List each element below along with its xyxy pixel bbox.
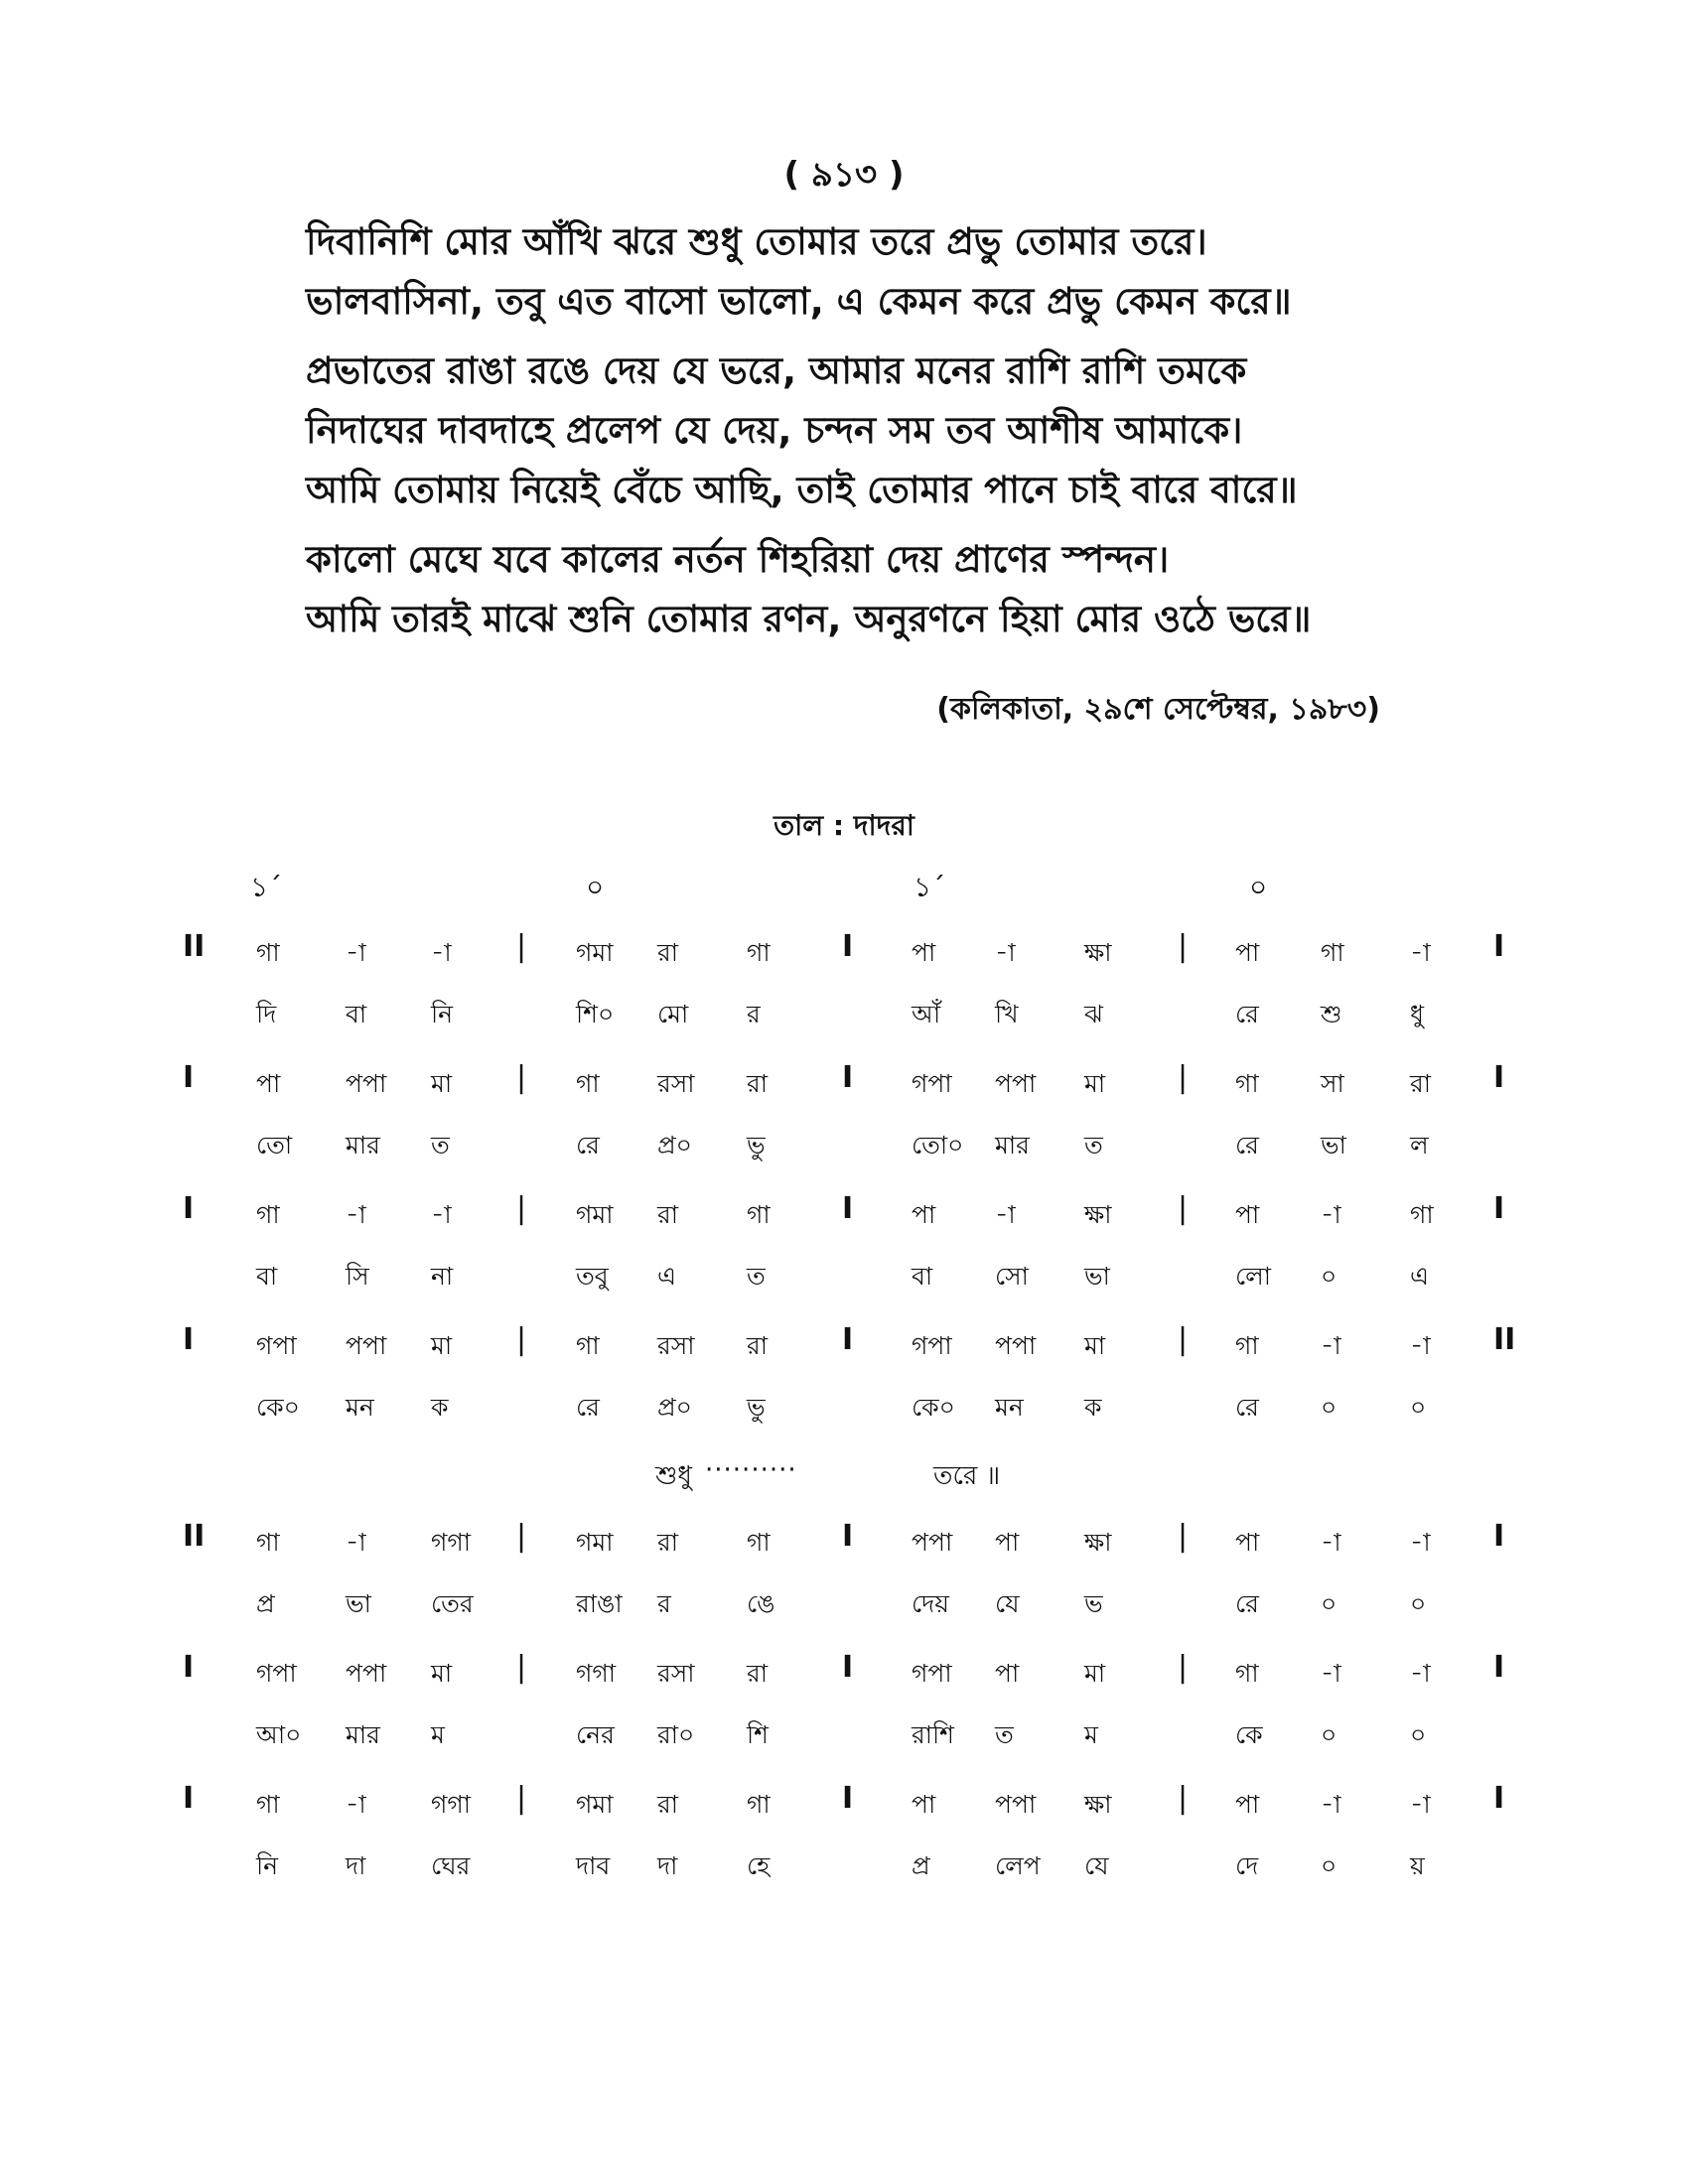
syllable-row [0,985,1688,1040]
syllable: রে [1235,1393,1259,1422]
bar-line: | [1178,929,1189,964]
syllable: দা [657,1851,678,1880]
syllable: শি [747,1720,769,1749]
refrain-marker [0,1447,1688,1513]
swara-note: পা [995,1528,1020,1557]
bar-line: I [183,1191,195,1226]
syllable: তো [256,1131,293,1160]
swara-note: -া [1321,1331,1341,1360]
bar-line: II [1493,1322,1516,1357]
syllable: হে [747,1851,771,1880]
syllable: রে [1235,1000,1259,1028]
swara-note: পা [912,938,936,967]
swara-note: রা [657,1790,679,1819]
bar-line: I [1493,1191,1505,1226]
swara-note: -া [1410,1331,1431,1360]
swara-row [0,923,1688,985]
lyric-line: আমি তারই মাঝে শুনি তোমার রণন, অনুরণনে হিয়া মোর ওঠে ভরে॥ [306,598,1312,640]
bar-line: I [842,1650,854,1685]
beat-mark: ১´ [914,871,946,903]
lyrics [306,212,1448,659]
syllable: ০ [1321,1589,1337,1618]
swara-note: পপা [346,1331,387,1360]
syllable: দি [256,1000,277,1028]
bar-line: I [842,929,854,964]
swara-note: গপা [912,1331,952,1360]
syllable: রাঙা [576,1589,623,1618]
swara-note: রা [1410,1069,1432,1098]
swara-note: মা [431,1659,453,1688]
swara-note: -া [1321,1528,1341,1557]
bar-line: I [1493,929,1505,964]
syllable: দা [346,1851,366,1880]
syllable: ম [1084,1720,1098,1749]
beat-mark: ০ [586,871,605,903]
bar-line: | [516,1322,527,1357]
bar-line: I [842,1519,854,1554]
notation [0,923,1688,1906]
syllable: ০ [1410,1720,1427,1749]
bar-line: | [1178,1519,1189,1554]
swara-note: ক্ষা [1084,938,1112,967]
bar-line: I [1493,1519,1505,1554]
syllable: রে [1235,1131,1259,1160]
page-number: ( ৯১৩ ) [783,155,905,195]
swara-note: রা [747,1331,769,1360]
swara-note: পা [912,1790,936,1819]
lyric-line: ভালবাসিনা, তবু এত বাসো ভালো, এ কেমন করে প্রভু কেমন করে॥ [306,280,1292,323]
source-note: (কলিকাতা, ২৯শে সেপ্টেম্বর, ১৯৮৩) [936,692,1380,727]
swara-note: -া [431,938,452,967]
syllable: দে [1235,1851,1259,1880]
swara-note: পা [1235,1528,1260,1557]
syllable: ভু [747,1393,766,1422]
bar-line: I [842,1781,854,1816]
swara-note: রসা [657,1659,695,1688]
syllable: সো [995,1262,1029,1291]
bar-line: I [1493,1781,1505,1816]
syllable: র [747,1000,761,1028]
syllable: মন [995,1393,1024,1422]
bar-line: I [183,1650,195,1685]
syllable: প্র০ [657,1131,692,1160]
bar-line: | [1178,1060,1189,1095]
syllable: ঘের [431,1851,471,1880]
swara-note: পা [912,1200,936,1229]
swara-note: গপা [912,1659,952,1688]
swara-note: গা [1235,1659,1259,1688]
swara-row [0,1054,1688,1116]
syllable: নি [256,1851,279,1880]
swara-note: মা [1084,1069,1106,1098]
bar-line: | [516,929,527,964]
syllable: বা [912,1262,933,1291]
swara-note: গমা [576,1790,614,1819]
bar-line: I [842,1060,854,1095]
swara-note: -া [1410,1528,1431,1557]
syllable: প্র [912,1851,930,1880]
syllable-row [0,1247,1688,1302]
bar-line: I [842,1322,854,1357]
swara-note: গা [576,1069,600,1098]
swara-note: গা [256,938,280,967]
swara-note: গা [256,1528,280,1557]
syllable: ক [431,1393,449,1422]
syllable: তবু [576,1262,609,1291]
lyric-line: আমি তোমায় নিয়েই বেঁচে আছি, তাই তোমার পানে চাই বারে বারে॥ [306,469,1298,511]
swara-note: ক্ষা [1084,1790,1112,1819]
swara-note: -া [346,1528,366,1557]
swara-note: গমা [576,938,614,967]
swara-note: পপা [346,1069,387,1098]
syllable: ত [431,1131,450,1160]
refrain-start: শুধু [655,1461,692,1491]
syllable: ভা [346,1589,371,1618]
syllable: মার [346,1131,380,1160]
syllable-row [0,1837,1688,1892]
syllable: কে০ [256,1393,300,1422]
syllable: দেয় [912,1589,950,1618]
bar-line: | [1178,1781,1189,1816]
swara-note: পা [256,1069,281,1098]
swara-note: গা [576,1331,600,1360]
syllable: যে [1084,1851,1109,1880]
swara-note: -া [1321,1659,1341,1688]
syllable: ০ [1321,1851,1337,1880]
swara-note: সা [1321,1069,1344,1098]
swara-note: গমা [576,1528,614,1557]
swara-note: রা [657,938,679,967]
syllable: ০ [1321,1262,1337,1291]
bar-line: | [516,1519,527,1554]
swara-note: গা [1321,938,1344,967]
syllable: মার [346,1720,380,1749]
syllable: ঝ [1084,1000,1103,1028]
syllable: প্র [256,1589,275,1618]
syllable: ত [747,1262,766,1291]
swara-row [0,1644,1688,1706]
bar-line: | [1178,1322,1189,1357]
lyric-line: নিদাঘের দাবদাহে প্রলেপ যে দেয়, চন্দন সম তব আশীষ আমাকে। [306,409,1243,452]
syllable-row [0,1574,1688,1630]
syllable-row [0,1116,1688,1171]
syllable: কে০ [912,1393,955,1422]
syllable: ০ [1410,1393,1427,1422]
syllable: লেপ [995,1851,1041,1880]
swara-note: পা [1235,1790,1260,1819]
bar-line: | [1178,1650,1189,1685]
syllable: ঙে [747,1589,775,1618]
lyric-line: কালো মেঘে যবে কালের নর্তন শিহরিয়া দেয় প্রাণের স্পন্দন। [306,538,1170,581]
syllable: রে [576,1131,600,1160]
tala-heading: তাল : দাদরা [774,809,914,842]
syllable: নি [431,1000,454,1028]
swara-note: গপা [256,1331,297,1360]
swara-note: গা [1235,1069,1259,1098]
syllable-row [0,1706,1688,1761]
syllable: বা [256,1262,278,1291]
swara-note: গা [256,1790,280,1819]
syllable: প্র০ [657,1393,692,1422]
bar-line: | [1178,1191,1189,1226]
swara-note: -া [995,938,1016,967]
swara-note: গা [1410,1200,1434,1229]
swara-note: পা [1235,1200,1260,1229]
swara-note: গগা [431,1790,472,1819]
swara-note: পা [1235,938,1260,967]
syllable: লো [1235,1262,1272,1291]
swara-note: -া [1410,1659,1431,1688]
bar-line: | [516,1191,527,1226]
syllable: ত [1084,1131,1103,1160]
swara-note: রা [657,1200,679,1229]
syllable: রে [1235,1589,1259,1618]
syllable: ধু [1410,1000,1425,1028]
swara-note: ক্ষা [1084,1200,1112,1229]
syllable: ০ [1321,1720,1337,1749]
syllable: নের [576,1720,615,1749]
syllable: বা [346,1000,367,1028]
syllable: এ [1410,1262,1430,1291]
swara-note: ক্ষা [1084,1528,1112,1557]
syllable: যে [995,1589,1020,1618]
syllable: ০ [1321,1393,1337,1422]
refrain-end: তরে ॥ [933,1461,1001,1491]
swara-note: পা [995,1659,1020,1688]
syllable: ল [1410,1131,1429,1160]
syllable: তো০ [912,1131,964,1160]
bar-line: I [183,1781,195,1816]
swara-note: -া [346,938,366,967]
swara-note: পপা [995,1331,1037,1360]
syllable: এ [657,1262,677,1291]
swara-note: রা [747,1069,769,1098]
bar-line: I [183,1060,195,1095]
lyric-line: প্রভাতের রাঙা রঙে দেয় যে ভরে, আমার মনের রাশি রাশি তমকে [306,349,1247,392]
swara-note: -া [346,1200,366,1229]
beat-marks [0,866,1688,915]
stanza-2 [306,341,1448,520]
swara-note: গা [256,1200,280,1229]
swara-row [0,1316,1688,1378]
swara-note: রা [747,1659,769,1688]
syllable: ক [1084,1393,1102,1422]
swara-row [0,1513,1688,1574]
syllable: ভা [1321,1131,1346,1160]
bar-line: I [1493,1650,1505,1685]
swara-note: -া [1410,938,1431,967]
swara-note: মা [1084,1659,1106,1688]
syllable: আঁ [912,1000,941,1028]
swara-row [0,1775,1688,1837]
swara-note: গপা [256,1659,297,1688]
swara-note: পপা [346,1659,387,1688]
syllable: তের [431,1589,474,1618]
swara-note: রসা [657,1069,695,1098]
syllable: শু [1321,1000,1342,1028]
bar-line: II [183,1519,206,1554]
syllable: র [657,1589,671,1618]
syllable: না [431,1262,454,1291]
bar-line: I [842,1191,854,1226]
swara-note: গগা [431,1528,472,1557]
swara-note: -া [1321,1200,1341,1229]
bar-line: | [516,1060,527,1095]
syllable: আ০ [256,1720,302,1749]
swara-note: গা [747,1790,771,1819]
syllable: মো [657,1000,689,1028]
swara-note: পপা [912,1528,953,1557]
beat-mark: ১´ [250,871,283,903]
syllable: দাব [576,1851,611,1880]
syllable: রা০ [657,1720,695,1749]
swara-note: গা [747,1528,771,1557]
lyric-line: দিবানিশি মোর আঁখি ঝরে শুধু তোমার তরে প্রভু তোমার তরে। [306,220,1207,263]
swara-note: গপা [912,1069,952,1098]
syllable: খি [995,1000,1019,1028]
stanza-3 [306,530,1448,649]
syllable: রাশি [912,1720,954,1749]
syllable: ম [431,1720,445,1749]
syllable: মার [995,1131,1030,1160]
syllable: শি০ [576,1000,615,1028]
refrain-dots: ·········· [705,1455,797,1485]
swara-row [0,1185,1688,1247]
syllable: মন [346,1393,374,1422]
swara-note: মা [1084,1331,1106,1360]
beat-mark: ০ [1249,871,1268,903]
bar-line: II [183,929,206,964]
swara-note: পপা [995,1069,1037,1098]
swara-note: রসা [657,1331,695,1360]
swara-note: গগা [576,1659,617,1688]
syllable: সি [346,1262,369,1291]
syllable: ভু [747,1131,766,1160]
bar-line: I [183,1322,195,1357]
swara-note: -া [346,1790,366,1819]
syllable: ভ [1084,1589,1103,1618]
stanza-1 [306,212,1448,332]
swara-note: -া [431,1200,452,1229]
swara-note: -া [995,1200,1016,1229]
swara-note: -া [1321,1790,1341,1819]
syllable: রে [576,1393,600,1422]
syllable: ভা [1084,1262,1110,1291]
swara-note: পপা [995,1790,1037,1819]
swara-note: রা [657,1528,679,1557]
swara-note: গা [1235,1331,1259,1360]
swara-note: গমা [576,1200,614,1229]
syllable: কে [1235,1720,1263,1749]
swara-note: -া [1410,1790,1431,1819]
swara-note: গা [747,938,771,967]
swara-note: মা [431,1331,453,1360]
bar-line: | [516,1650,527,1685]
swara-note: মা [431,1069,453,1098]
bar-line: | [516,1781,527,1816]
syllable-row [0,1378,1688,1433]
syllable: ০ [1410,1589,1427,1618]
bar-line: I [1493,1060,1505,1095]
syllable: ত [995,1720,1014,1749]
swara-note: গা [747,1200,771,1229]
syllable: য় [1410,1851,1425,1880]
